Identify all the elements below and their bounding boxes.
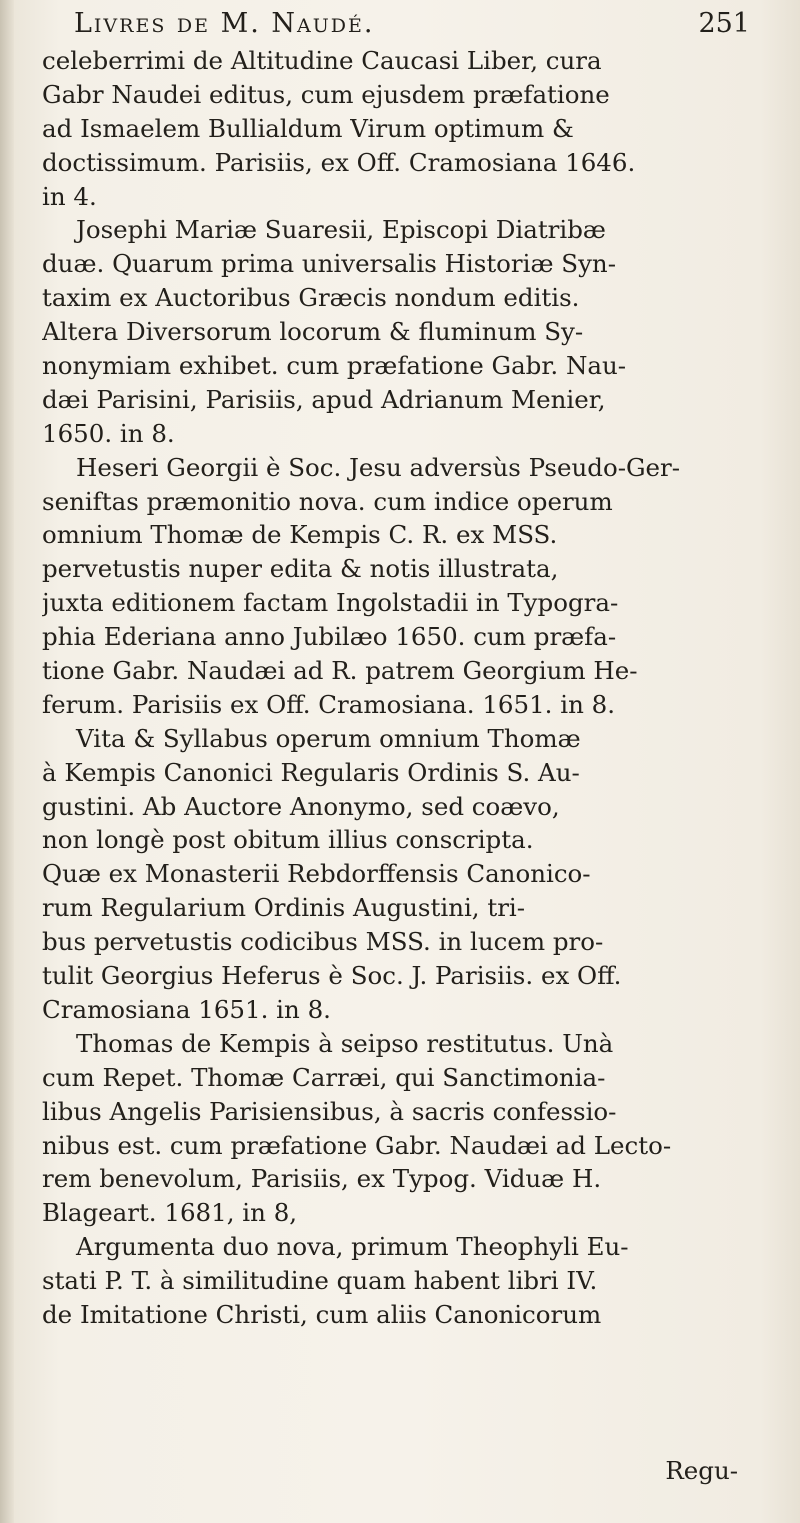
text-line: seniftas præmonitio nova. cum indice operum xyxy=(42,486,613,516)
text-line: Josephi Mariæ Suaresii, Episcopi Diatribæ xyxy=(76,215,606,245)
page-number: 251 xyxy=(698,8,750,39)
text-line: à Kempis Canonici Regularis Ordinis S. Au- xyxy=(42,757,580,787)
text-line: in 4. xyxy=(42,181,97,211)
text-line: taxim ex Auctoribus Græcis nondum editis. xyxy=(42,283,580,313)
text-line: nonymiam exhibet. cum præfatione Gabr. Nau- xyxy=(42,351,627,381)
text-line: juxta editionem factam Ingolstadii in Typogra- xyxy=(42,588,619,618)
text-line: Gabr Naudei editus, cum ejusdem præfatione xyxy=(42,79,610,109)
text-line: non longè post obitum illius conscripta. xyxy=(42,825,534,855)
text-line: tione Gabr. Naudæi ad R. patrem Georgium He- xyxy=(42,656,638,686)
text-line: stati P. T. à similitudine quam habent libri IV. xyxy=(42,1266,598,1296)
text-line: Altera Diversorum locorum & fluminum Sy- xyxy=(42,317,584,347)
text-line: 1650. in 8. xyxy=(42,418,175,448)
text-line: Heseri Georgii è Soc. Jesu adversùs Pseudo-Ger- xyxy=(76,452,681,482)
text-line: dæi Parisini, Parisiis, apud Adrianum Menier, xyxy=(42,384,606,414)
text-line: libus Angelis Parisiensibus, à sacris confessio- xyxy=(42,1096,617,1126)
text-line: de Imitatione Christi, cum aliis Canonicorum xyxy=(42,1299,602,1329)
text-line: rum Regularium Ordinis Augustini, tri- xyxy=(42,893,526,923)
text-line: pervetustis nuper edita & notis illustrata, xyxy=(42,554,559,584)
text-line: rem benevolum, Parisiis, ex Typog. Viduæ H. xyxy=(42,1164,602,1194)
text-line: nibus est. cum præfatione Gabr. Naudæi ad Lecto- xyxy=(42,1130,672,1160)
text-line: bus pervetustis codicibus MSS. in lucem pro- xyxy=(42,927,604,957)
body-text xyxy=(42,44,742,1504)
text-line: Thomas de Kempis à seipso restitutus. Unà xyxy=(76,1028,614,1058)
text-line: Quæ ex Monasterii Rebdorffensis Canonico- xyxy=(42,859,591,889)
text-line: ad Ismaelem Bullialdum Virum optimum & xyxy=(42,113,574,143)
text-line: Vita & Syllabus operum omnium Thomæ xyxy=(76,723,581,753)
text-line: omnium Thomæ de Kempis C. R. ex MSS. xyxy=(42,520,558,550)
text-line: celeberrimi de Altitudine Caucasi Liber, cura xyxy=(42,46,602,75)
text-line: cum Repet. Thomæ Carræi, qui Sanctimonia- xyxy=(42,1062,606,1092)
text-line: phia Ederiana anno Jubilæo 1650. cum præfa- xyxy=(42,622,617,652)
running-head: Livres de M. Naudé. xyxy=(74,8,375,39)
text-line: tulit Georgius Heferus è Soc. J. Parisiis. ex Off. xyxy=(42,961,622,991)
text-line: ferum. Parisiis ex Off. Cramosiana. 1651. in 8. xyxy=(42,689,616,719)
text-line: Cramosiana 1651. in 8. xyxy=(42,994,331,1024)
text-line: Blageart. 1681, in 8, xyxy=(42,1198,298,1228)
page-gutter xyxy=(0,0,14,1523)
page-header xyxy=(60,4,750,44)
text-line: gustini. Ab Auctore Anonymo, sed coævo, xyxy=(42,791,560,821)
text-line: duæ. Quarum prima universalis Historiæ Syn- xyxy=(42,249,616,279)
text-line: Argumenta duo nova, primum Theophyli Eu- xyxy=(76,1232,629,1262)
text-line: doctissimum. Parisiis, ex Off. Cramosiana 1646. xyxy=(42,147,636,177)
catchword: Regu- xyxy=(665,1456,738,1485)
